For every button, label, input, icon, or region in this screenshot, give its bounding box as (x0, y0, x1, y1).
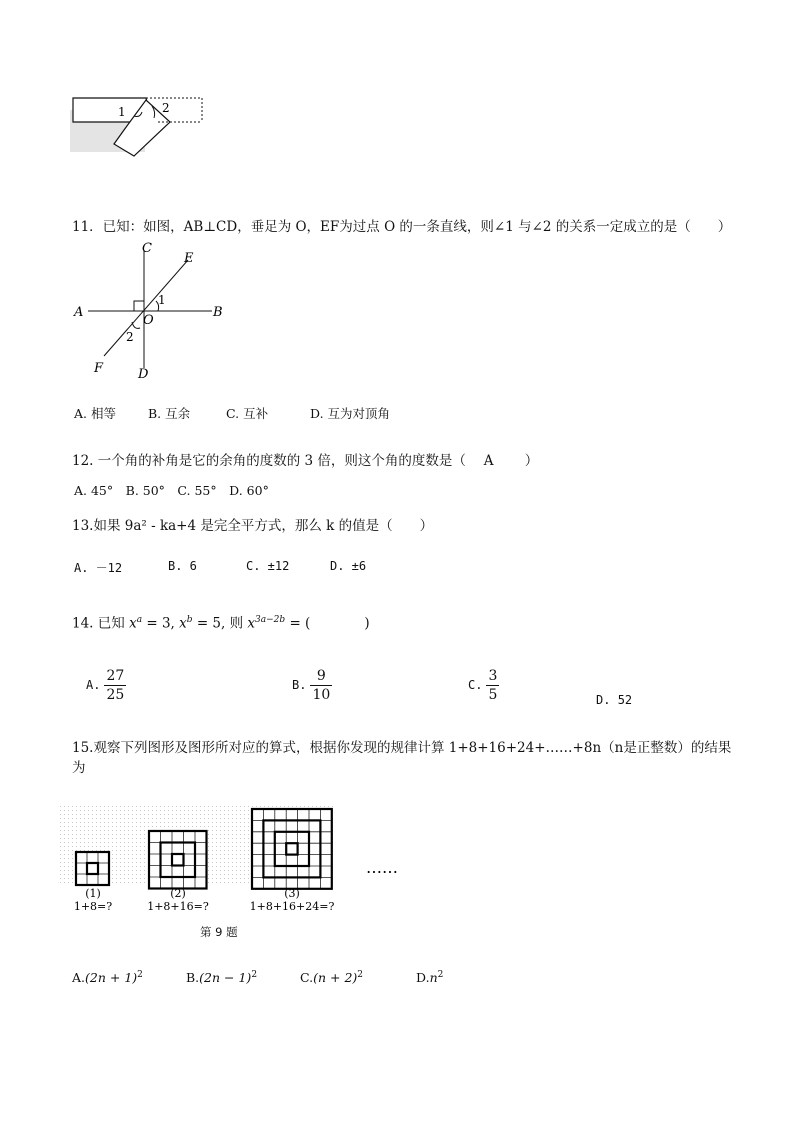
figure-2-label: (2) (170, 887, 186, 900)
q11-figure (70, 238, 230, 384)
q14-option-a (86, 668, 126, 703)
q11-option-d: D. 互为对顶角 (310, 406, 391, 421)
q14-exp-1: a (136, 615, 143, 625)
q14-option-c-letter: C. (468, 678, 483, 692)
q14-option-d (596, 693, 632, 707)
label-D: D (138, 367, 149, 382)
grid-1-background (76, 852, 109, 885)
label-A: A (74, 305, 84, 320)
q15-option-b-expr: (2n − 1) (199, 970, 252, 986)
q15-option-d-exp: 2 (437, 970, 444, 980)
q15-option-c-exp: 2 (357, 970, 364, 980)
q14-value-2: = 5, (192, 615, 226, 632)
q14-option-b-num: 9 (310, 668, 332, 686)
label-E: E (184, 251, 194, 266)
figure-3-label: (3) (284, 887, 300, 900)
question-13-stem: 13.如果 9a² - ka+4 是完全平方式，那么 k 的值是（ ） (72, 518, 434, 534)
q11-option-b: B. 互余 (148, 406, 191, 421)
q14-option-a-num: 27 (106, 668, 125, 684)
q14-option-b-letter: B. (292, 678, 307, 692)
q14-option-c (468, 668, 499, 703)
figure-1-label: (1) (85, 887, 101, 900)
q14-option-c-den: 5 (488, 687, 498, 703)
q15-option-d-letter: D. (416, 970, 430, 986)
q13-option-d: D. ±6 (330, 559, 367, 573)
q15-option-c (300, 970, 363, 985)
q15-pattern-figure (60, 806, 420, 918)
question-15-stem-line1: 15.观察下列图形及图形所对应的算式，根据你发现的规律计算 1+8+16+24+……+8n（n是正整数）的结果 (72, 740, 732, 756)
question-12-stem: 12. 一个角的补角是它的余角的度数的 3 倍，则这个角的度数是（ A ） (72, 453, 539, 469)
q14-option-d-letter: D. (596, 693, 611, 707)
q15-option-c-expr: (n + 2) (313, 970, 358, 986)
q14-tail: = ( ) (285, 615, 370, 632)
figure-1-formula: 1+8=? (73, 900, 113, 913)
figure-3-formula: 1+8+16+24=? (249, 900, 335, 913)
q14-option-a-letter: A. (86, 678, 101, 692)
q14-then: 则 (229, 615, 248, 632)
q11-option-a: A. 相等 (74, 406, 116, 421)
q15-option-c-letter: C. (300, 970, 314, 986)
q13-option-a: A. －12 (74, 561, 123, 575)
grid-2-background (149, 831, 207, 889)
label-C: C (142, 241, 152, 256)
q15-option-b (186, 970, 257, 985)
q15-option-a-exp: 2 (137, 970, 143, 980)
q13-option-b: B. 6 (168, 559, 197, 573)
q14-exp-2: b (186, 615, 193, 625)
q14-base-1: x (129, 615, 137, 632)
q14-prefix: 14. 已知 (72, 615, 125, 632)
angle-1-label: 1 (118, 105, 126, 119)
q14-option-d-value: 52 (617, 693, 633, 707)
q14-target-exp: 3a−2b (255, 615, 286, 625)
question-11-stem: 11．已知：如图，AB⊥CD，垂足为 O，EF为过点 O 的一条直线，则∠1 与∠2 的关系一定成立的是（ ） (72, 219, 732, 235)
q14-option-b (292, 668, 332, 703)
figure-caption: 第 9 题 (200, 925, 238, 939)
label-angle-1: 1 (158, 293, 166, 307)
q13-option-c: C. ±12 (246, 559, 290, 573)
q14-base-2: x (179, 615, 187, 632)
q15-option-d (416, 970, 443, 985)
q14-option-b-den: 10 (312, 687, 331, 703)
figure-2-formula: 1+8+16=? (147, 900, 209, 913)
label-O: O (143, 313, 154, 328)
q14-option-c-num: 3 (488, 668, 498, 684)
q15-option-a-expr: (2n + 1) (85, 970, 138, 986)
label-F: F (94, 361, 104, 376)
question-14-stem (72, 610, 370, 634)
q15-option-d-expr: n (429, 970, 438, 986)
q12-options: A. 45° B. 50° C. 55° D. 60° (74, 483, 269, 498)
q15-option-a (72, 970, 143, 985)
label-angle-2: 2 (126, 330, 134, 344)
question-15-stem-line2: 为 (72, 760, 86, 776)
label-B: B (213, 305, 223, 320)
q14-value-1: = 3, (142, 615, 180, 632)
q15-option-b-letter: B. (186, 970, 200, 986)
q11-option-c: C. 互补 (226, 406, 269, 421)
fold-figure (70, 92, 210, 158)
q15-option-a-letter: A. (72, 970, 86, 986)
angle-2-label: 2 (162, 101, 170, 115)
ellipsis: …… (366, 858, 398, 877)
q15-option-b-exp: 2 (251, 970, 258, 980)
q14-option-a-den: 25 (106, 687, 125, 703)
q14-target-base: x (247, 615, 256, 632)
